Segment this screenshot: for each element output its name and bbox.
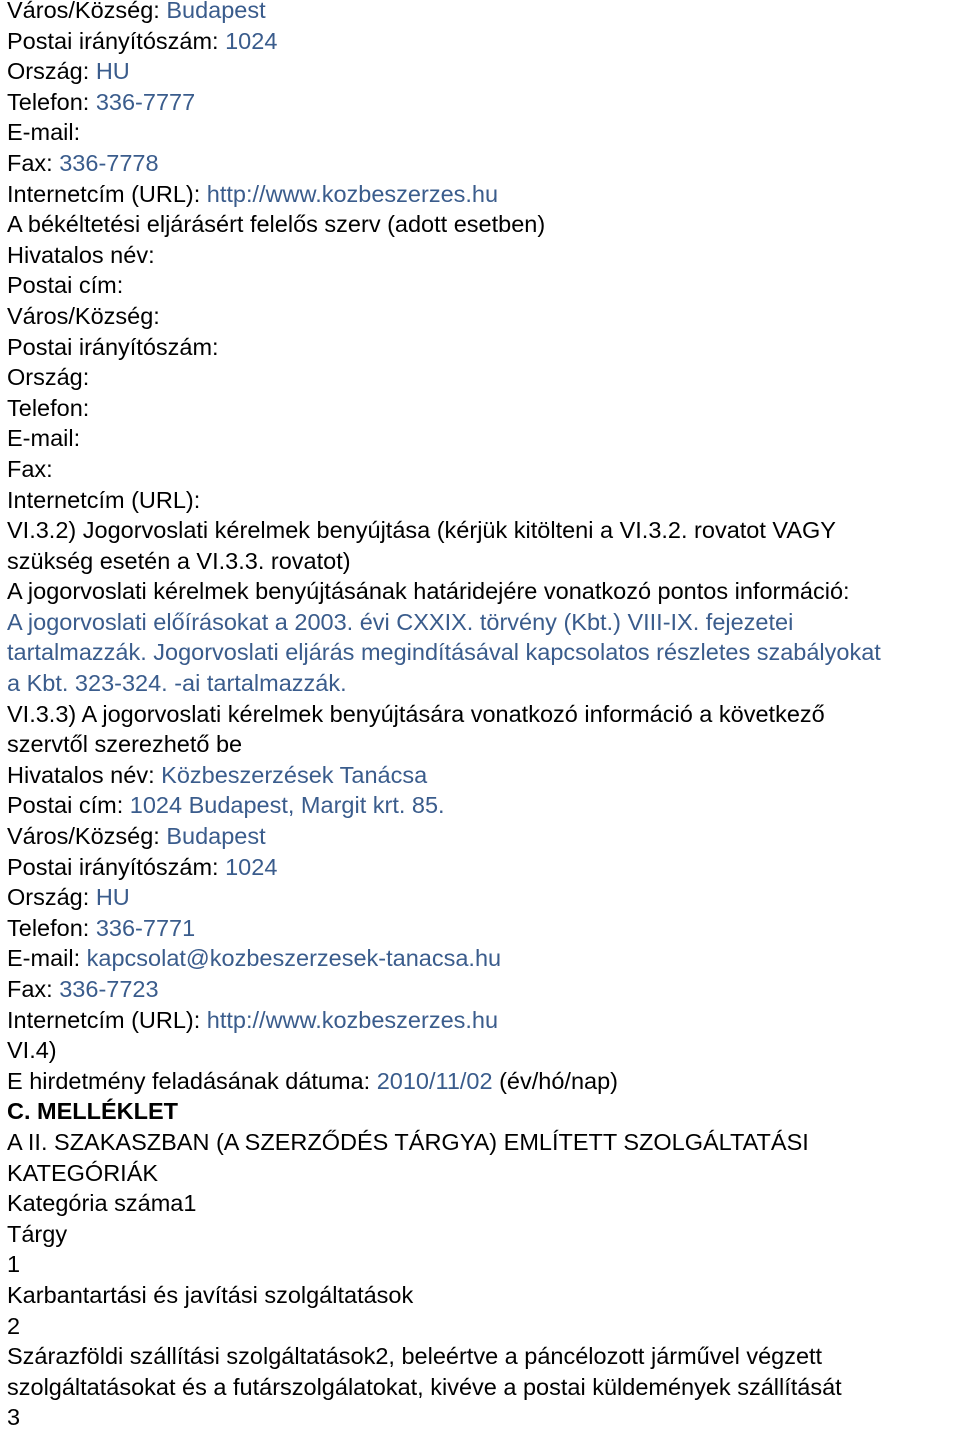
line-label: Postai irányítószám:	[7, 333, 219, 360]
line-value: 1024	[225, 27, 278, 54]
document-line	[7, 1280, 957, 1311]
line-label: szervtől szerezhető be	[7, 731, 243, 758]
line-label: VI.3.2) Jogorvoslati kérelmek benyújtása (kérjük kitölteni a VI.3.2. rovatot VAGY	[7, 517, 836, 544]
document-line	[7, 1249, 957, 1280]
line-label: Város/Község:	[7, 0, 167, 23]
line-value: 336-7771	[95, 914, 196, 941]
document-line	[7, 423, 957, 454]
document-line	[7, 852, 957, 883]
line-label: E-mail:	[7, 119, 81, 146]
line-label: E-mail:	[7, 425, 81, 452]
line-value: tartalmazzák. Jogorvoslati eljárás megindításával kapcsolatos részletes szabályokat	[7, 639, 881, 666]
document-line	[7, 87, 957, 118]
line-label: 3	[7, 1404, 21, 1431]
line-label: Szárazföldi szállítási szolgáltatások2, beleértve a páncélozott járművel végzett	[7, 1343, 823, 1370]
line-value: 336-7778	[59, 149, 159, 176]
line-label: Telefon:	[7, 394, 90, 421]
line-label: A békéltetési eljárásért felelős szerv (adott esetben)	[7, 211, 546, 238]
line-label: szükség esetén a VI.3.3. rovatot)	[7, 547, 351, 574]
line-label: E-mail:	[7, 945, 87, 972]
line-label: E hirdetmény feladásának dátuma:	[7, 1067, 377, 1094]
line-label: Postai irányítószám:	[7, 853, 226, 880]
document-line	[7, 1311, 957, 1342]
line-label: A II. SZAKASZBAN (A SZERZŐDÉS TÁRGYA) EMLÍTETT SZOLGÁLTATÁSI	[7, 1128, 809, 1155]
line-label: Fax:	[7, 149, 60, 176]
line-value: 1024 Budapest, Margit krt. 85.	[129, 792, 445, 819]
document-line	[7, 26, 957, 57]
line-value: 1024	[225, 853, 278, 880]
document-line	[7, 699, 957, 730]
document-line	[7, 1402, 957, 1433]
line-value: kapcsolat@kozbeszerzesek-tanacsa.hu	[86, 945, 502, 972]
line-label: Fax:	[7, 455, 53, 482]
document-line	[7, 240, 957, 271]
line-label: Ország:	[7, 364, 90, 391]
document-line	[7, 454, 957, 485]
document-line	[7, 1188, 957, 1219]
document-line	[7, 790, 957, 821]
document-line	[7, 148, 957, 179]
line-label: Ország:	[7, 884, 96, 911]
document-line	[7, 637, 957, 668]
line-label: Karbantartási és javítási szolgáltatások	[7, 1281, 414, 1308]
document-line	[7, 729, 957, 760]
line-label: szolgáltatásokat és a futárszolgálatokat, kivéve a postai küldemények szállítását	[7, 1373, 842, 1400]
document-line	[7, 1127, 957, 1158]
document-line	[7, 546, 957, 577]
document-line	[7, 668, 957, 699]
line-label: Internetcím (URL):	[7, 486, 201, 513]
line-value: A jogorvoslati előírásokat a 2003. évi CXXIX. törvény (Kbt.) VIII-IX. fejezetei	[7, 608, 794, 635]
line-value: 2010/11/02	[376, 1067, 493, 1094]
document-line	[7, 1005, 957, 1036]
line-label: Postai irányítószám:	[7, 27, 226, 54]
line-label: 2	[7, 1312, 21, 1339]
document-line	[7, 515, 957, 546]
document-text	[7, 0, 957, 1433]
document-line	[7, 974, 957, 1005]
line-label: Tárgy	[7, 1220, 68, 1247]
line-label: A jogorvoslati kérelmek benyújtásának határidejére vonatkozó pontos információ:	[7, 578, 850, 605]
document-line	[7, 0, 957, 26]
line-label: Város/Község:	[7, 823, 167, 850]
line-label: Kategória száma1	[7, 1190, 197, 1217]
line-label: Fax:	[7, 976, 60, 1002]
document-line	[7, 943, 957, 974]
document-line	[7, 607, 957, 638]
line-label: VI.4)	[7, 1037, 57, 1064]
document-line	[7, 179, 957, 210]
document-line	[7, 882, 957, 913]
document-line	[7, 1066, 957, 1097]
document-line	[7, 760, 957, 791]
line-label: Hivatalos név:	[7, 241, 155, 268]
document-line	[7, 301, 957, 332]
line-value: http://www.kozbeszerzes.hu	[206, 1006, 499, 1033]
document-line	[7, 576, 957, 607]
line-label: Ország:	[7, 58, 96, 85]
document-line	[7, 393, 957, 424]
line-value: 336-7777	[95, 88, 196, 115]
document-line	[7, 1158, 957, 1189]
line-value: Közbeszerzések Tanácsa	[161, 761, 428, 788]
document-line	[7, 1372, 957, 1403]
line-label: KATEGÓRIÁK	[7, 1159, 159, 1186]
line-label: VI.3.3) A jogorvoslati kérelmek benyújtására vonatkozó információ a következő	[7, 700, 825, 727]
line-value: HU	[95, 884, 130, 911]
document-line	[7, 913, 957, 944]
line-label: Hivatalos név:	[7, 761, 162, 788]
line-value: a Kbt. 323-324. -ai tartalmazzák.	[7, 670, 347, 697]
line-value: Budapest	[166, 823, 266, 850]
line-label: Internetcím (URL):	[7, 180, 207, 207]
line-label: Internetcím (URL):	[7, 1006, 207, 1033]
document-line	[7, 332, 957, 363]
document-line	[7, 270, 957, 301]
line-label: Telefon:	[7, 88, 96, 115]
line-label: C. MELLÉKLET	[7, 1098, 179, 1125]
document-line	[7, 1096, 957, 1127]
document-line	[7, 485, 957, 516]
line-suffix: (év/hó/nap)	[492, 1067, 618, 1094]
line-label: Postai cím:	[7, 792, 130, 819]
line-value: http://www.kozbeszerzes.hu	[206, 180, 499, 207]
line-label: 1	[7, 1251, 21, 1278]
line-value: 336-7723	[59, 976, 159, 1002]
document-line	[7, 1341, 957, 1372]
line-label: Postai cím:	[7, 272, 124, 299]
document-line	[7, 117, 957, 148]
document-line	[7, 362, 957, 393]
document-line	[7, 1219, 957, 1250]
line-value: Budapest	[166, 0, 266, 23]
document-line	[7, 56, 957, 87]
document-line	[7, 209, 957, 240]
line-label: Város/Község:	[7, 302, 160, 329]
document-line	[7, 821, 957, 852]
line-value: HU	[95, 58, 130, 85]
line-label: Telefon:	[7, 914, 96, 941]
document-line	[7, 1035, 957, 1066]
